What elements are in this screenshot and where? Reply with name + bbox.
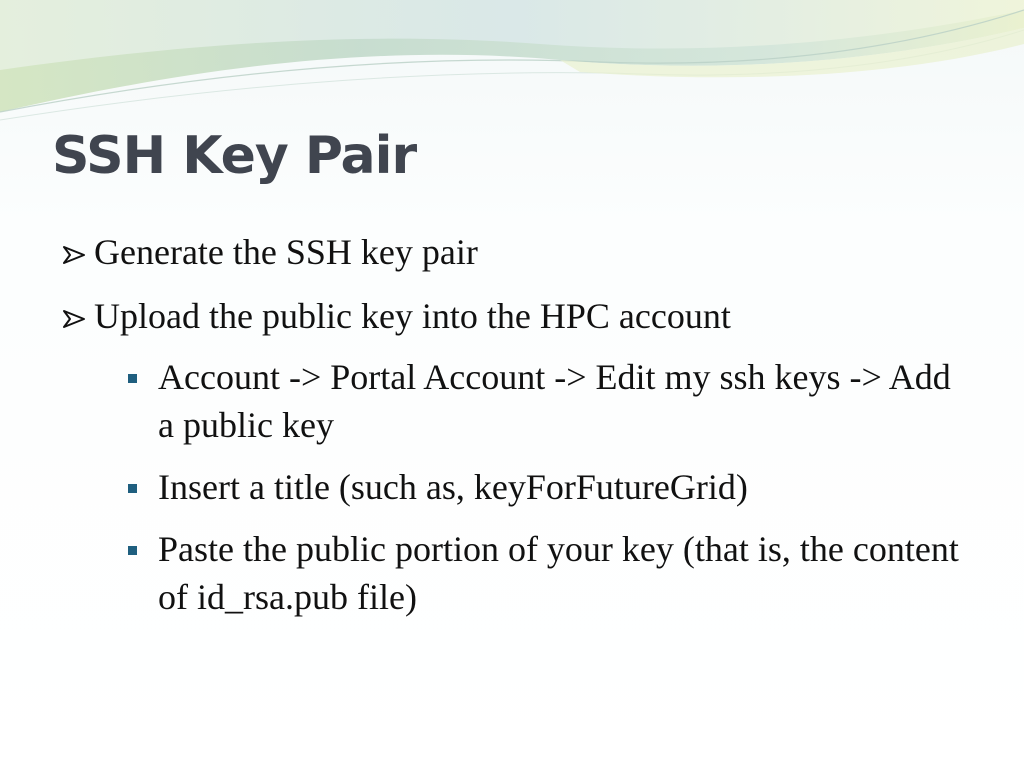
arrow-bullet-icon [62, 241, 94, 269]
bullet-text: Upload the public key into the HPC account [94, 296, 731, 336]
sub-bullet-paste-key [126, 529, 966, 621]
bullet-upload-key [62, 298, 731, 334]
arrow-bullet-icon [62, 305, 94, 333]
decorative-swoosh [0, 0, 1024, 130]
square-bullet-icon [126, 526, 158, 574]
sub-bullet-text: Paste the public portion of your key (that is, the content of id_rsa.pub file) [158, 529, 959, 617]
sub-bullet-insert-title [126, 467, 966, 512]
sub-bullet-account-path [126, 357, 966, 449]
bullet-text: Generate the SSH key pair [94, 232, 478, 272]
sub-bullet-text: Account -> Portal Account -> Edit my ssh keys -> Add a public key [158, 357, 951, 445]
sub-bullet-text: Insert a title (such as, keyForFutureGrid) [158, 467, 748, 507]
square-bullet-icon [126, 464, 158, 512]
slide-title: SSH Key Pair [52, 126, 417, 186]
bullet-generate-key [62, 234, 478, 270]
square-bullet-icon [126, 354, 158, 402]
